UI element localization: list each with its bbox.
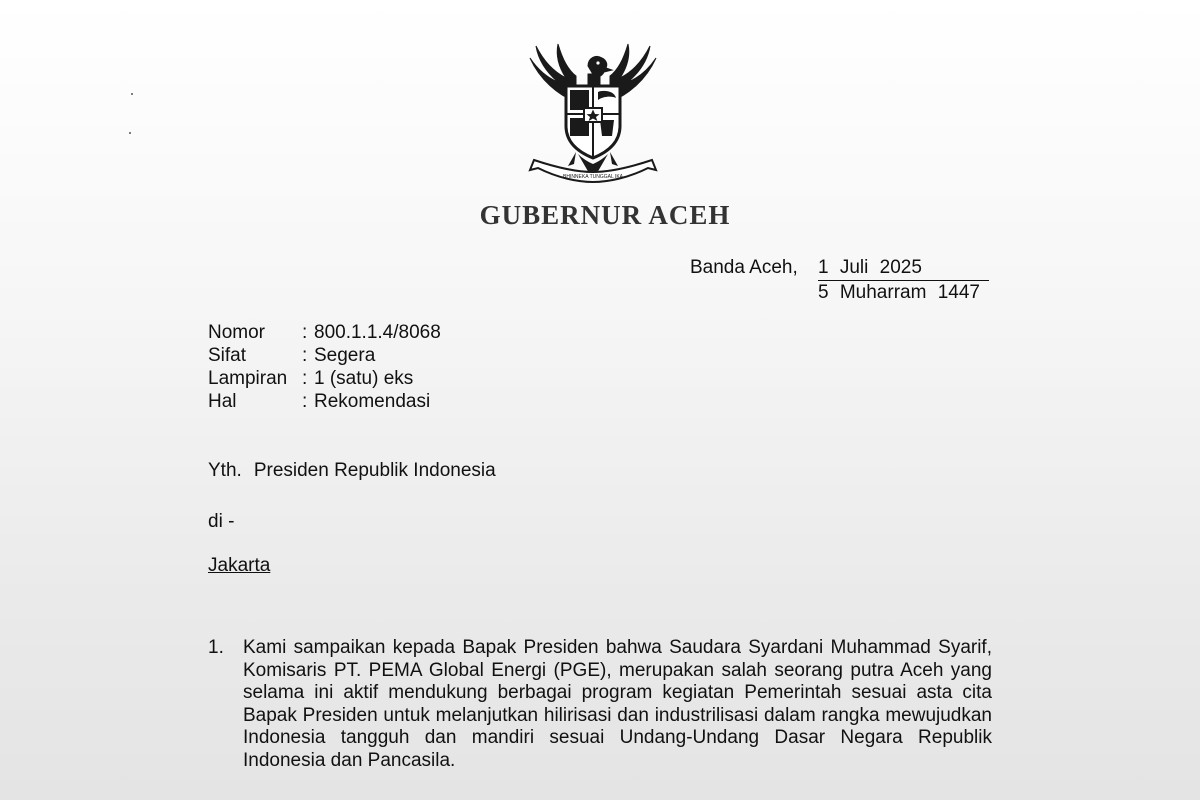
garuda-emblem <box>518 40 668 192</box>
meta-row-hal <box>208 390 441 413</box>
letterhead-title: GUBERNUR ACEH <box>479 200 731 230</box>
meta-value: 800.1.1.4/8068 <box>314 322 441 343</box>
letter-meta <box>208 321 441 413</box>
meta-separator: : <box>302 391 308 412</box>
emblem-motto: BHINNEKA TUNGGAL IKA <box>562 174 624 180</box>
meta-row-lampiran <box>208 367 441 390</box>
meta-label: Nomor <box>208 322 266 343</box>
meta-separator: : <box>302 368 308 389</box>
meta-value: Segera <box>314 345 376 366</box>
date-place: Banda Aceh, <box>690 257 798 278</box>
body-paragraph <box>208 637 992 773</box>
paragraph-text: Kami sampaikan kepada Bapak Presiden bahwa Saudara Syardani Muhammad Syarif, Komisaris PT. PEMA Global Energi (PGE), merupakan salah seorang putra Aceh yang selama ini aktif mendukung berbagai program kegiatan Pemerintah sesuai asta cita Bapak Presiden untuk melanjutkan hilirisasi dan industrilisasi dalam rangka mewujudkan Indonesia tangguh dan mandiri sesuai Undang-Undang Dasar Negara Republik Indonesia dan Pancasila. <box>243 637 992 771</box>
meta-separator: : <box>302 345 308 366</box>
date-hijri: 5 Muharram 1447 <box>818 282 980 303</box>
date-gregorian: 1 Juli 2025 <box>818 256 989 281</box>
addressee-name: Presiden Republik Indonesia <box>253 460 496 481</box>
meta-value: Rekomendasi <box>314 391 431 412</box>
addressee <box>208 460 496 482</box>
meta-row-sifat <box>208 344 441 367</box>
addressee-city: Jakarta <box>208 555 271 576</box>
meta-separator: : <box>302 322 308 343</box>
paragraph-number: 1. <box>208 637 224 658</box>
letter-date <box>690 256 989 305</box>
scan-speck <box>129 132 131 134</box>
meta-value: 1 (satu) eks <box>314 368 414 389</box>
meta-label: Lampiran <box>208 368 288 389</box>
scan-speck <box>131 93 133 95</box>
meta-label: Sifat <box>208 345 247 366</box>
addressee-prefix: Yth. <box>208 460 242 481</box>
addressee-di: di - <box>208 511 235 532</box>
meta-row-nomor <box>208 321 441 344</box>
meta-label: Hal <box>208 391 237 412</box>
